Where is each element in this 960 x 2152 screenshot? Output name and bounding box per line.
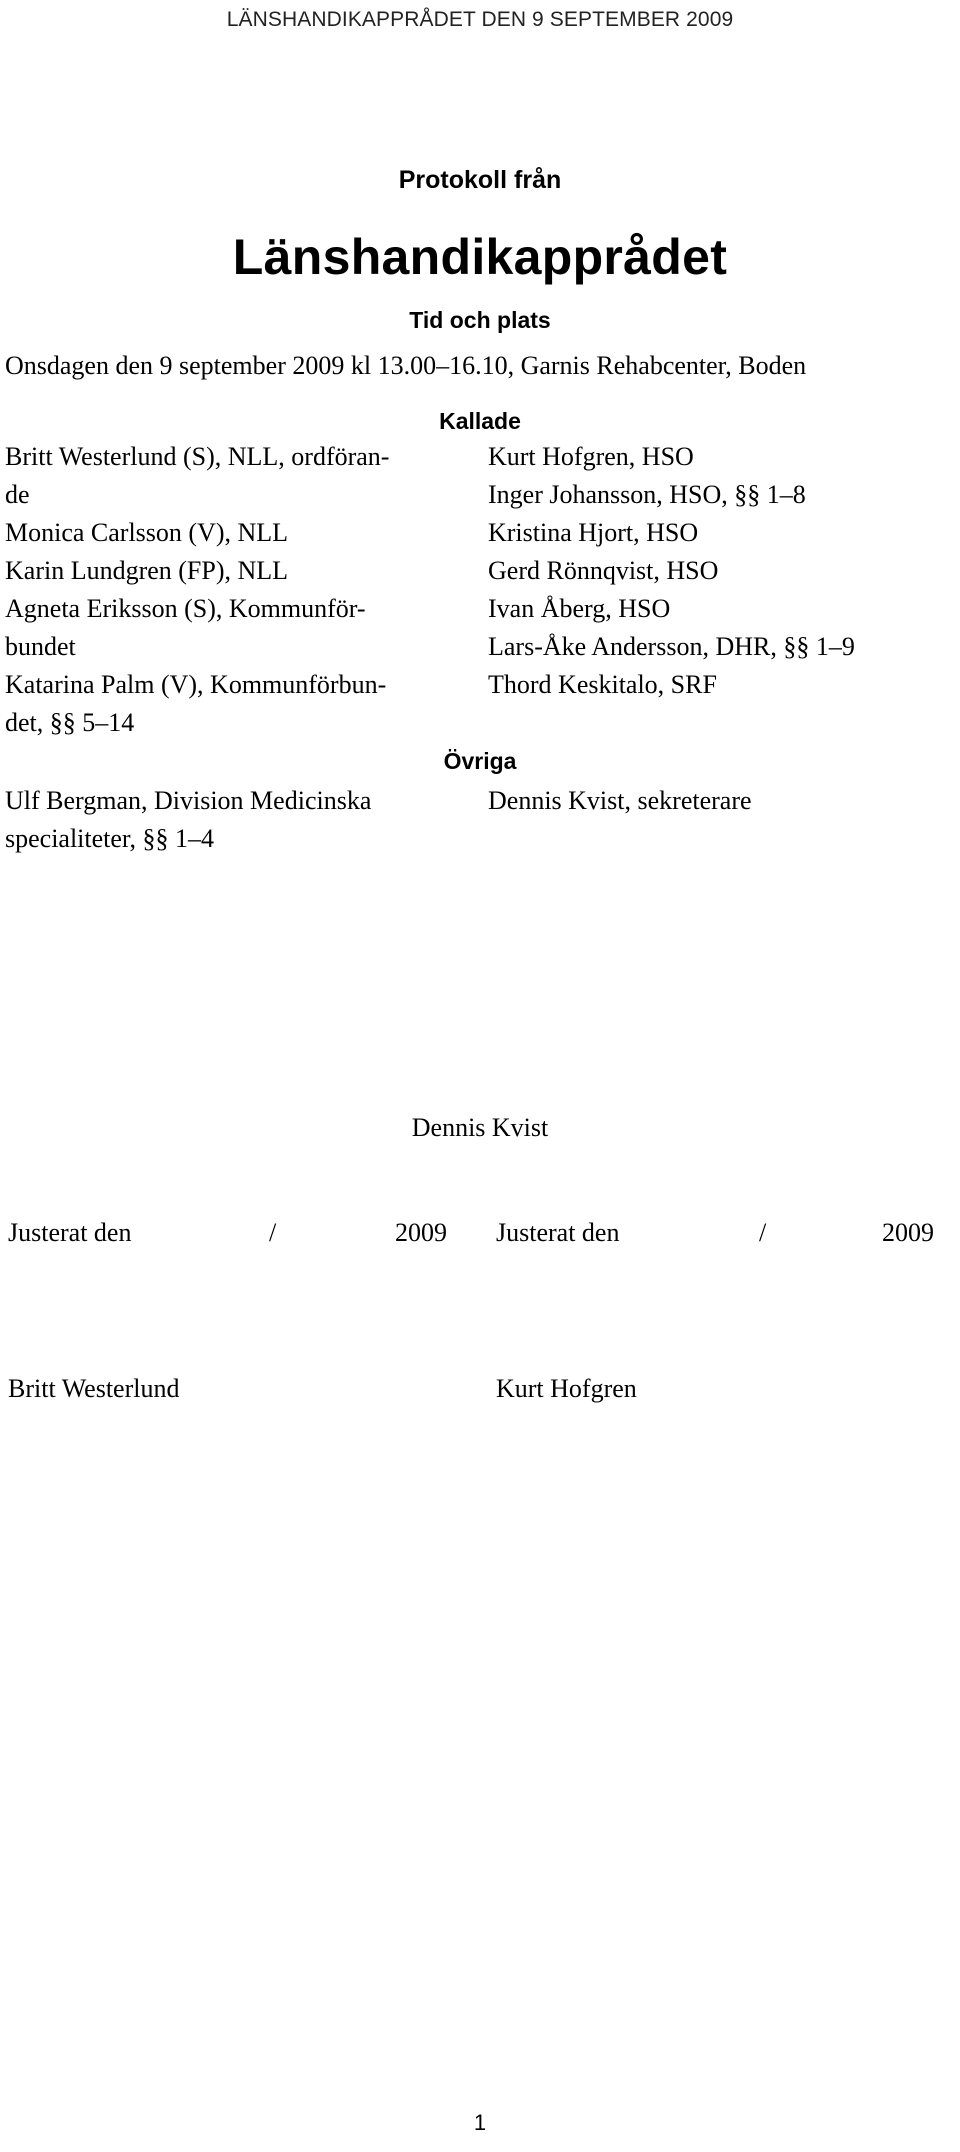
kallade-right-line: Ivan Åberg, HSO — [488, 594, 671, 623]
left-adjusted-label: Justerat den — [8, 1218, 132, 1247]
kallade-left-line: det, §§ 5–14 — [5, 708, 135, 737]
kallade-right-line: Gerd Rönnqvist, HSO — [488, 556, 719, 585]
ovriga-left-line: Ulf Bergman, Division Medicinska — [5, 786, 372, 815]
running-header: LÄNSHANDIKAPPRÅDET DEN 9 SEPTEMBER 2009 — [226, 8, 734, 31]
right-adjusted-year: 2009 — [882, 1218, 934, 1247]
kallade-heading: Kallade — [439, 408, 521, 434]
kallade-left-line: Monica Carlsson (V), NLL — [5, 518, 289, 547]
right-adjusted-label: Justerat den — [496, 1218, 620, 1247]
time-place-text: Onsdagen den 9 september 2009 kl 13.00–16.10, Garnis Rehabcenter, Boden — [5, 351, 807, 380]
kallade-right-line: Kristina Hjort, HSO — [488, 518, 699, 547]
secretary-name: Dennis Kvist — [411, 1113, 549, 1142]
right-adjuster-name: Kurt Hofgren — [496, 1374, 637, 1403]
kallade-right-line: Kurt Hofgren, HSO — [488, 442, 694, 471]
kallade-left-line: de — [5, 480, 30, 509]
document-title: Länshandikapprådet — [232, 229, 728, 285]
time-place-heading: Tid och plats — [409, 307, 551, 333]
ovriga-right-line: Dennis Kvist, sekreterare — [488, 786, 752, 815]
kallade-left-line: bundet — [5, 632, 76, 661]
left-adjusted-slash: / — [269, 1218, 277, 1247]
kallade-left-line: Karin Lundgren (FP), NLL — [5, 556, 289, 585]
kallade-right-column — [488, 438, 855, 704]
kallade-left-line: Katarina Palm (V), Kommunförbun- — [5, 670, 387, 699]
kallade-left-line: Agneta Eriksson (S), Kommunför- — [5, 594, 366, 623]
kallade-right-line: Lars-Åke Andersson, DHR, §§ 1–9 — [488, 632, 855, 661]
right-adjusted-slash: / — [759, 1218, 767, 1247]
ovriga-right-column — [488, 782, 752, 820]
ovriga-left-column — [5, 782, 371, 858]
kallade-left-column — [5, 438, 389, 742]
left-adjuster-name: Britt Westerlund — [8, 1374, 180, 1403]
ovriga-heading: Övriga — [443, 748, 517, 774]
page-number: 1 — [473, 2110, 487, 2135]
ovriga-left-line: specialiteter, §§ 1–4 — [5, 824, 215, 853]
kallade-right-line: Inger Johansson, HSO, §§ 1–8 — [488, 480, 806, 509]
document-subtitle: Protokoll från — [398, 166, 562, 194]
kallade-right-line: Thord Keskitalo, SRF — [488, 670, 717, 699]
left-adjusted-year: 2009 — [395, 1218, 447, 1247]
kallade-left-line: Britt Westerlund (S), NLL, ordföran- — [5, 442, 390, 471]
